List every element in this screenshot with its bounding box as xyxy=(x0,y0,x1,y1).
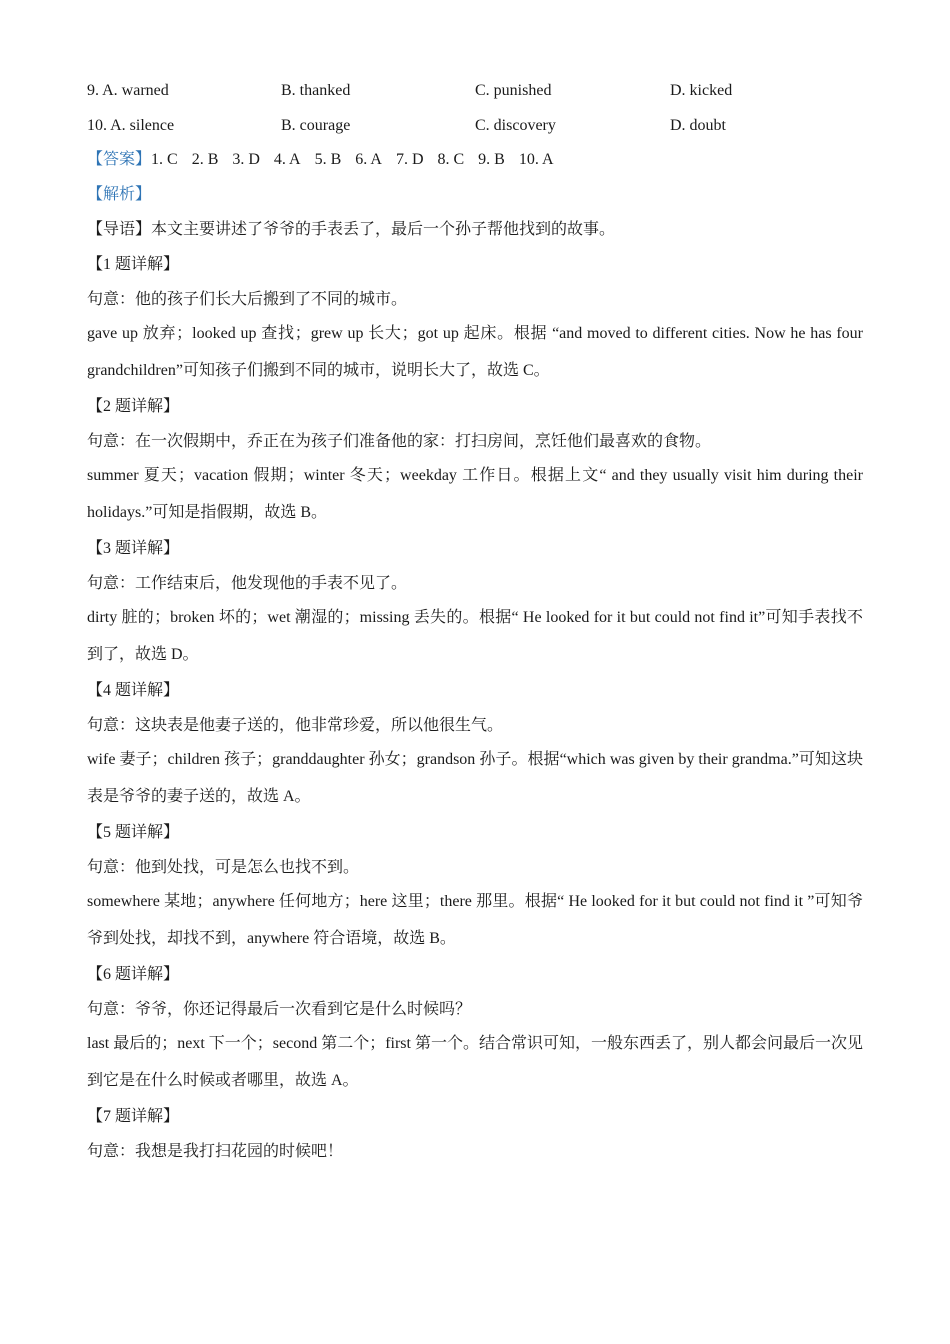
answer-item: 5. B xyxy=(314,151,342,168)
answer-item: 7. D xyxy=(395,151,424,168)
analysis-label: 【解析】 xyxy=(87,186,152,203)
option-10-a: 10. A. silence xyxy=(87,117,175,134)
option-10-d: D. doubt xyxy=(670,117,726,134)
option-9-c: C. punished xyxy=(475,82,552,99)
answer-line xyxy=(87,150,568,170)
answer-label: 【答案】 xyxy=(87,151,152,168)
q5-heading: 【5 题详解】 xyxy=(87,824,180,841)
q1-meaning: 句意：他的孩子们长大后搬到了不同的城市。 xyxy=(87,291,408,308)
q1-explanation: gave up 放弃；looked up 查找；grew up 长大；got up 起床。根据 “and moved to different cities. Now he has four grandchildren”可知孩子们搬到不同的城市，说明长大了，故选 C。 xyxy=(87,325,863,379)
option-10-b: B. courage xyxy=(281,117,351,134)
q5-explanation: somewhere 某地；anywhere 任何地方；here 这里；there 那里。根据“ He looked for it but could not find it ”可知爷爷到处找，却找不到，anywhere 符合语境，故选 B。 xyxy=(87,893,863,947)
q6-meaning: 句意：爷爷，你还记得最后一次看到它是什么时候吗？ xyxy=(87,1001,472,1018)
answer-item: 6. A xyxy=(355,151,382,168)
answer-item: 4. A xyxy=(273,151,301,168)
answer-item: 2. B xyxy=(191,151,219,168)
answer-item: 1. C xyxy=(151,151,178,168)
q6-heading: 【6 题详解】 xyxy=(87,966,180,983)
q7-meaning: 句意：我想是我打扫花园的时候吧！ xyxy=(87,1143,344,1160)
answer-item: 10. A xyxy=(518,151,554,168)
q4-explanation: wife 妻子；children 孩子；granddaughter 孙女；grandson 孙子。根据“which was given by their grandma.”可知这块表是爷爷的妻子送的，故选 A。 xyxy=(87,751,863,805)
q5-meaning: 句意：他到处找，可是怎么也找不到。 xyxy=(87,859,360,876)
option-row-9 xyxy=(87,81,867,101)
q2-meaning: 句意：在一次假期中，乔正在为孩子们准备他的家：打扫房间，烹饪他们最喜欢的食物。 xyxy=(87,433,712,450)
q3-explanation: dirty 脏的；broken 坏的；wet 潮湿的；missing 丢失的。根据“ He looked for it but could not find it”可知手表找不到了，故选 D。 xyxy=(87,609,863,663)
q3-meaning: 句意：工作结束后，他发现他的手表不见了。 xyxy=(87,575,408,592)
answer-item: 8. C xyxy=(437,151,465,168)
answer-item: 3. D xyxy=(232,151,260,168)
option-10-c: C. discovery xyxy=(475,117,556,134)
answer-item: 9. B xyxy=(478,151,505,168)
q4-meaning: 句意：这块表是他妻子送的，他非常珍爱，所以他很生气。 xyxy=(87,717,504,734)
q1-heading: 【1 题详解】 xyxy=(87,256,180,273)
option-row-10 xyxy=(87,116,867,136)
q2-heading: 【2 题详解】 xyxy=(87,398,180,415)
q3-heading: 【3 题详解】 xyxy=(87,540,180,557)
option-9-a: 9. A. warned xyxy=(87,82,169,99)
q7-heading: 【7 题详解】 xyxy=(87,1108,180,1125)
option-9-d: D. kicked xyxy=(670,82,733,99)
q2-explanation: summer 夏天；vacation 假期；winter 冬天；weekday 工作日。根据上文“ and they usually visit him during their holidays.”可知是指假期，故选 B。 xyxy=(87,467,863,521)
q4-heading: 【4 题详解】 xyxy=(87,682,180,699)
option-9-b: B. thanked xyxy=(281,82,351,99)
guide-text: 【导语】本文主要讲述了爷爷的手表丢了，最后一个孙子帮他找到的故事。 xyxy=(87,221,616,238)
q6-explanation: last 最后的；next 下一个；second 第二个；first 第一个。结合常识可知，一般东西丢了，别人都会问最后一次见到它是在什么时候或者哪里，故选 A。 xyxy=(87,1035,863,1089)
